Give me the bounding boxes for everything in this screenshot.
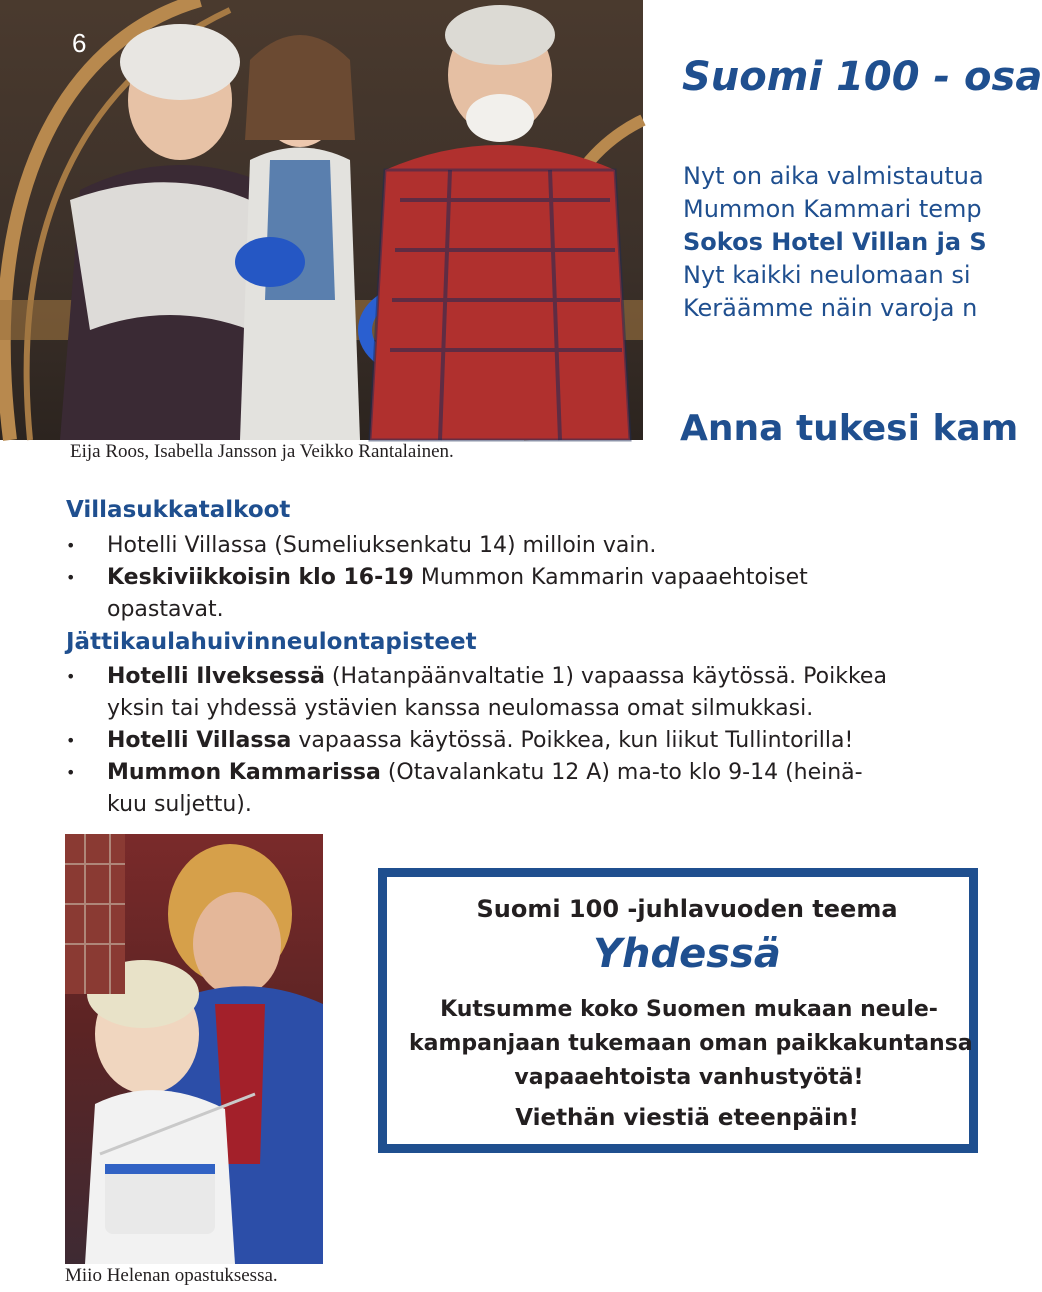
theme-body-line: kampanjaan tukemaan oman paikkakuntansa [409,1031,973,1056]
intro-line: Nyt kaikki neulomaan si [683,261,971,289]
family-photo-illustration [0,0,643,440]
knitting-lesson-photo [65,834,323,1264]
list-item [66,725,896,757]
intro-line: Keräämme näin varoja n [683,294,978,322]
list-item [66,562,896,626]
bullet-icon: • [66,536,76,555]
top-photo-caption: Eija Roos, Isabella Jansson ja Veikko Rantalainen. [70,441,454,462]
intro-line: Sokos Hotel Villan ja S [683,228,987,256]
list-item [66,530,896,562]
intro-line: Mummon Kammari temp [683,195,982,223]
article-intro [683,160,987,325]
intro-line: Nyt on aika valmistautua [683,162,984,190]
list-item-text: Mummon Kammarin vapaaehtoiset opastavat. [107,565,808,622]
knitting-photo-illustration [65,834,323,1264]
list-item [66,661,896,725]
theme-box [378,868,978,1153]
bullet-icon: • [66,731,76,750]
list-item-text: (Hatanpäänvaltatie 1) vapaassa käytössä. Poikkea yksin tai yhdessä ystävien kanssa neulomassa omat silmukkasi. [107,664,887,721]
list-item-bold: Hotelli Ilveksessä [107,664,325,689]
page-number: 6 [72,28,87,58]
section-heading: Villasukkatalkoot [66,497,291,523]
list-item-text: (Otavalankatu 12 A) ma-to klo 9-14 (heinä-kuu suljettu). [107,760,863,817]
theme-title: Suomi 100 -juhlavuoden teema [476,895,898,923]
section-list [66,661,896,821]
list-item-text: Hotelli Villassa (Sumeliuksenkatu 14) milloin vain. [107,533,657,558]
list-item-bold: Hotelli Villassa [107,728,292,753]
theme-closing: Viethän viestiä eteenpäin! [515,1105,859,1131]
theme-body-line: Kutsumme koko Suomen mukaan neule- [440,997,938,1022]
section-list [66,530,896,626]
list-item-bold: Mummon Kammarissa [107,760,381,785]
bullet-icon: • [66,667,76,686]
bullet-icon: • [66,763,76,782]
list-item [66,757,896,821]
theme-body-line: vapaaehtoista vanhustyötä! [514,1065,864,1090]
support-heading: Anna tukesi kam [680,408,1019,449]
list-item-text: vapaassa käytössä. Poikkea, kun liikut Tullintorilla! [291,728,854,753]
family-knitting-photo [0,0,643,440]
bottom-photo-caption: Miio Helenan opastuksessa. [65,1265,278,1286]
list-item-bold: Keskiviikkoisin klo 16-19 [107,565,414,590]
bullet-icon: • [66,568,76,587]
theme-body [409,993,973,1095]
article-headline: Suomi 100 - osa [682,54,1042,100]
theme-word: Yhdessä [593,931,781,977]
section-heading: Jättikaulahuivinneulontapisteet [66,629,477,655]
